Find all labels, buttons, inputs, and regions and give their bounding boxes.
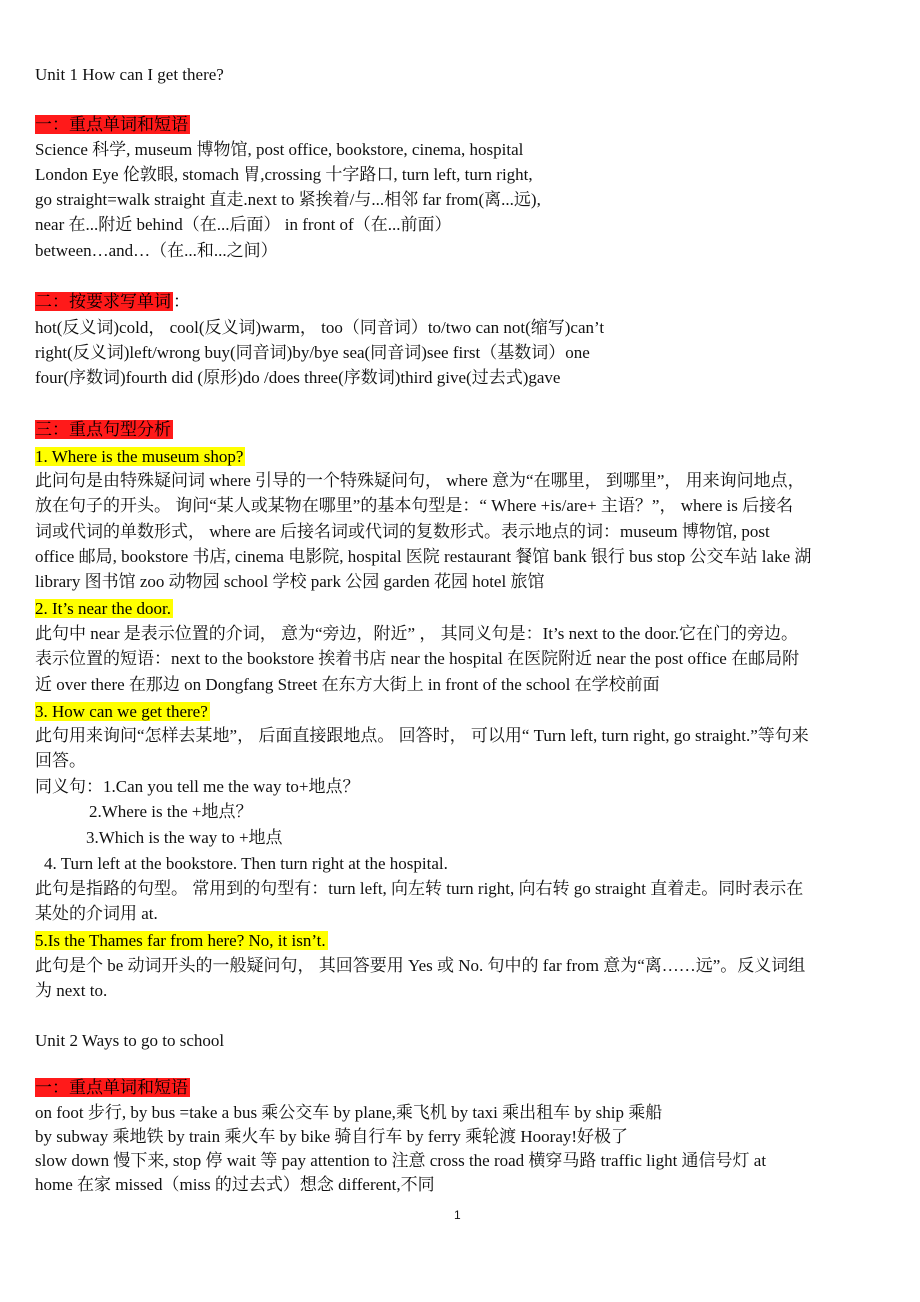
sentence-1 bbox=[35, 445, 245, 469]
vocab-line: near 在...附近 behind（在...后面） in front of（在...前面） bbox=[35, 215, 452, 234]
page-number: 1 bbox=[454, 1208, 461, 1222]
explain-line: 此问句是由特殊疑问词 where 引导的一个特殊疑问句， where 意为“在哪里， 到哪里”， 用来询问地点， bbox=[35, 471, 805, 490]
unit2-sec1-heading bbox=[35, 1076, 190, 1100]
word-line: right(反义词)left/wrong buy(同音词)by/bye sea(同音词)see first（基数词）one bbox=[35, 343, 590, 362]
explain-line: 某处的介词用 at. bbox=[35, 904, 158, 923]
explain-line: 表示位置的短语：next to the bookstore 挨着书店 near the hospital 在医院附近 near the post office 在邮局附 bbox=[35, 649, 800, 668]
explain-line: 此句是指路的句型。 常用到的句型有：turn left, 向左转 turn right, 向右转 go straight 直着走。同时表示在 bbox=[35, 879, 804, 898]
unit1-sec2-heading bbox=[35, 290, 190, 314]
explain-line: 近 over there 在那边 on Dongfang Street 在东方大街上 in front of the school 在学校前面 bbox=[35, 675, 660, 694]
vocab-line: home 在家 missed（miss 的过去式）想念 different,不同 bbox=[35, 1175, 435, 1194]
sentence-4: 4. Turn left at the bookstore. Then turn right at the hospital. bbox=[44, 854, 448, 873]
vocab-line: by subway 乘地铁 by train 乘火车 by bike 骑自行车 by ferry 乘轮渡 Hooray!好极了 bbox=[35, 1127, 629, 1146]
vocab-line: Science 科学, museum 博物馆, post office, bookstore, cinema, hospital bbox=[35, 140, 524, 159]
unit1-sec1-heading bbox=[35, 113, 190, 137]
sentence-5 bbox=[35, 929, 328, 953]
explain-line: office 邮局, bookstore 书店, cinema 电影院, hospital 医院 restaurant 餐馆 bank 银行 bus stop 公交车站 lake 湖 bbox=[35, 547, 812, 566]
sentence-3 bbox=[35, 700, 210, 724]
explain-line: 此句是个 be 动词开头的一般疑问句， 其回答要用 Yes 或 No. 句中的 far from 意为“离……远”。反义词组 bbox=[35, 956, 806, 975]
synonym-line: 3.Which is the way to +地点 bbox=[86, 828, 283, 847]
vocab-line: between…and…（在...和...之间） bbox=[35, 241, 278, 260]
vocab-line: London Eye 伦敦眼, stomach 胃,crossing 十字路口, turn left, turn right, bbox=[35, 165, 533, 184]
vocab-line: go straight=walk straight 直走.next to 紧挨着/与...相邻 far from(离...远), bbox=[35, 190, 541, 209]
unit2-title: Unit 2 Ways to go to school bbox=[35, 1031, 225, 1050]
explain-line: 回答。 bbox=[35, 751, 86, 770]
sentence-highlight: 1. Where is the museum shop? bbox=[35, 447, 244, 466]
explain-line: 放在句子的开头。 询问“某人或某物在哪里”的基本句型是：“ Where +is/are+ 主语？”， where is 后接名 bbox=[35, 496, 794, 515]
unit1-sec3-heading bbox=[35, 418, 173, 442]
synonym-line: 同义句：1.Can you tell me the way to+地点？ bbox=[35, 777, 360, 796]
explain-line: 此句中 near 是表示位置的介词， 意为“旁边，附近” ， 其同义句是：It’s next to the door.它在门的旁边。 bbox=[35, 624, 799, 643]
heading-highlight: 一：重点单词和短语 bbox=[35, 1078, 188, 1097]
explain-line: 为 next to. bbox=[35, 981, 108, 1000]
sentence-highlight: 3. How can we get there? bbox=[35, 702, 208, 721]
sentence-highlight: 2. It’s near the door. bbox=[35, 599, 171, 618]
heading-colon: ： bbox=[173, 292, 190, 311]
sentence-highlight: 5.Is the Thames far from here? No, it isn’t. bbox=[35, 931, 326, 950]
synonym-line: 2.Where is the +地点？ bbox=[89, 802, 253, 821]
heading-highlight: 一：重点单词和短语 bbox=[35, 115, 188, 134]
vocab-line: on foot 步行, by bus =take a bus 乘公交车 by plane,乘飞机 by taxi 乘出租车 by ship 乘船 bbox=[35, 1103, 663, 1122]
unit1-title: Unit 1 How can I get there? bbox=[35, 65, 224, 84]
sentence-2 bbox=[35, 597, 173, 621]
explain-line: library 图书馆 zoo 动物园 school 学校 park 公园 garden 花园 hotel 旅馆 bbox=[35, 572, 545, 591]
vocab-line: slow down 慢下来, stop 停 wait 等 pay attention to 注意 cross the road 横穿马路 traffic light 通信号灯 at bbox=[35, 1151, 767, 1170]
word-line: hot(反义词)cold， cool(反义词)warm， too（同音词）to/two can not(缩写)can’t bbox=[35, 318, 605, 337]
explain-line: 此句用来询问“怎样去某地”， 后面直接跟地点。 回答时， 可以用“ Turn left, turn right, go straight.”等句来 bbox=[35, 726, 809, 745]
explain-line: 词或代词的单数形式， where are 后接名词或代词的复数形式。表示地点的词：museum 博物馆, post bbox=[35, 522, 770, 541]
heading-highlight: 二：按要求写单词 bbox=[35, 292, 171, 311]
word-line: four(序数词)fourth did (原形)do /does three(序数词)third give(过去式)gave bbox=[35, 368, 561, 387]
heading-highlight: 三：重点句型分析 bbox=[35, 420, 171, 439]
